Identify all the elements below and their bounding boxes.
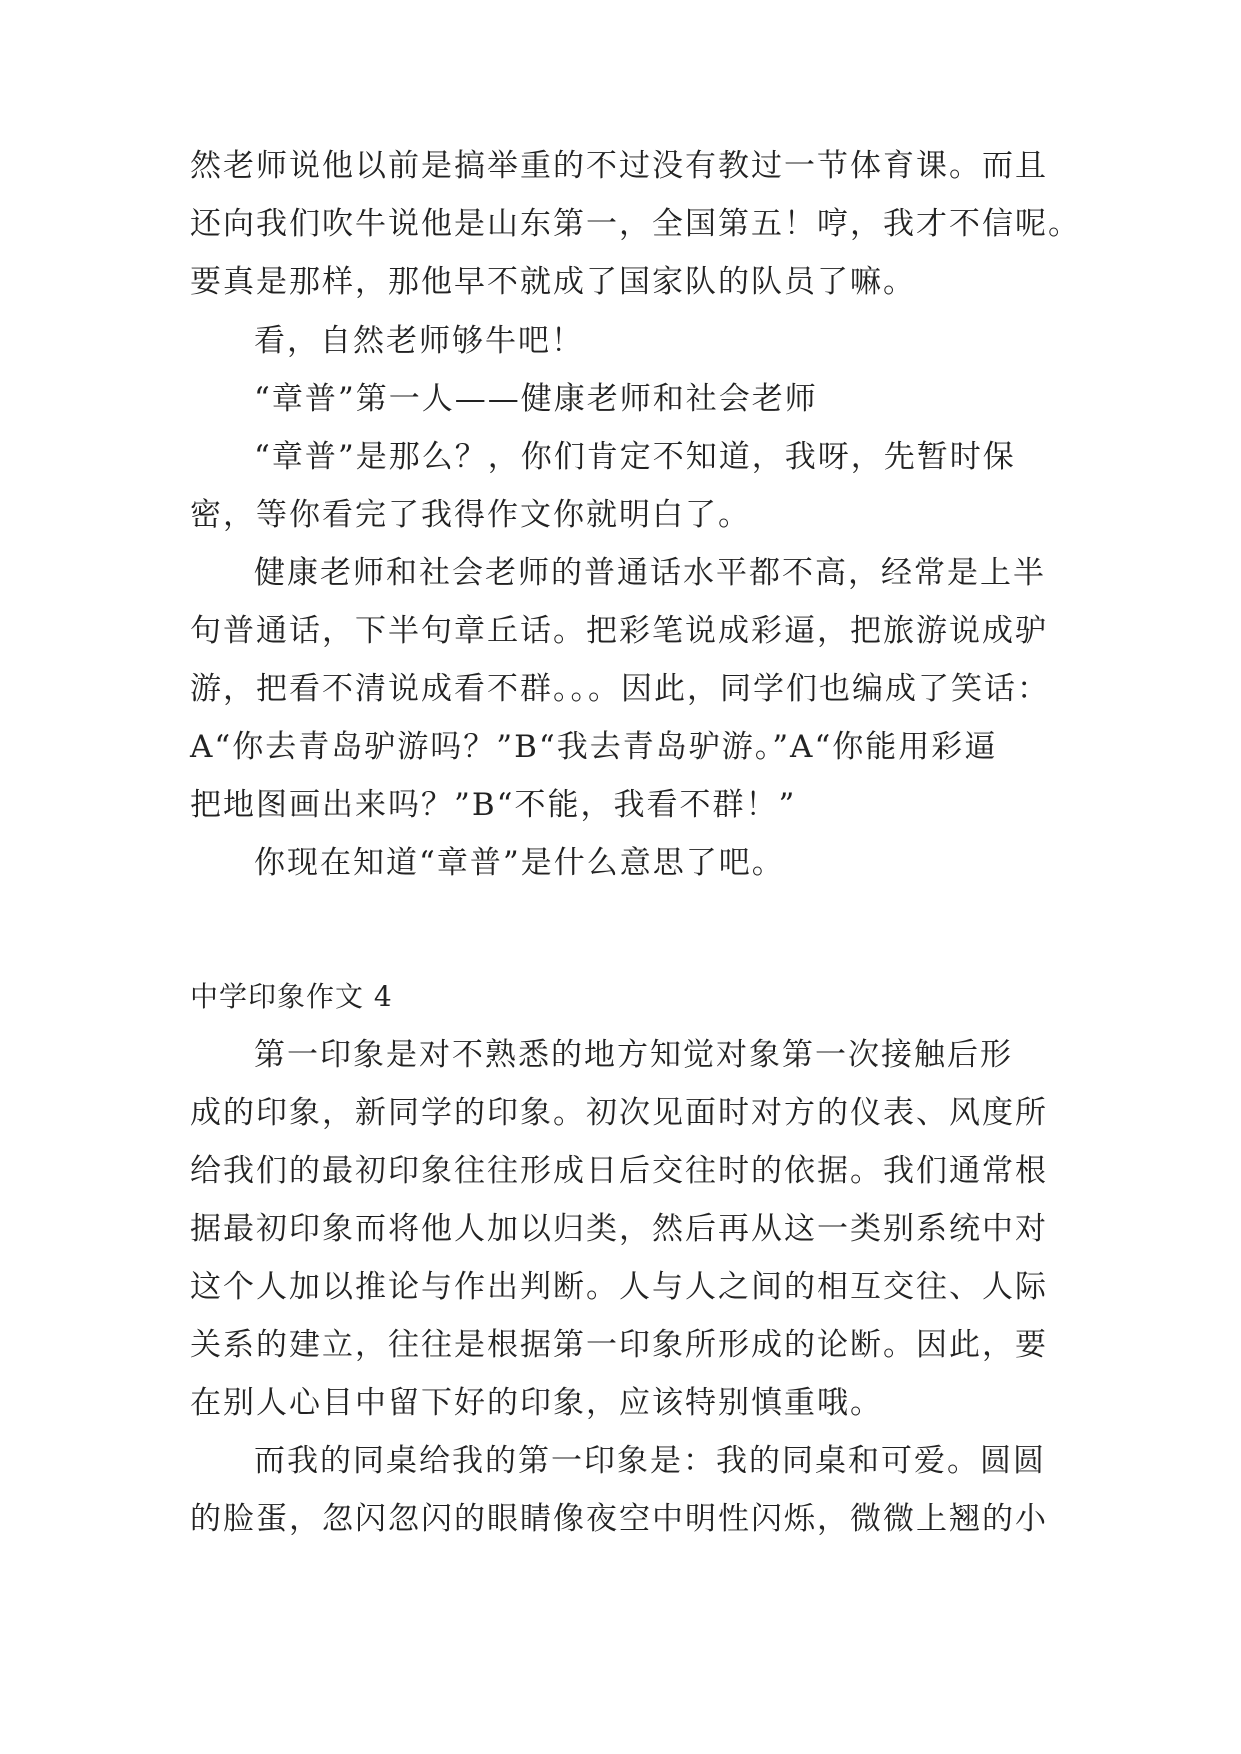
paragraph-line: 句普通话，下半句章丘话。把彩笔说成彩逼，把旅游说成驴 (190, 613, 1048, 649)
paragraph-line: 健康老师和社会老师的普通话水平都不高，经常是上半 (254, 555, 1046, 591)
paragraph-line: 给我们的最初印象往往形成日后交往时的依据。我们通常根 (190, 1153, 1048, 1189)
paragraph-line: 游，把看不清说成看不群。。。因此，同学们也编成了笑话： (190, 671, 1050, 707)
paragraph-line: 关系的建立，往往是根据第一印象所形成的论断。因此，要 (190, 1327, 1048, 1363)
paragraph-line: 然老师说他以前是搞举重的不过没有教过一节体育课。而且 (190, 148, 1048, 184)
paragraph-line: 第一印象是对不熟悉的地方知觉对象第一次接触后形 (254, 1037, 1013, 1073)
paragraph-line: “章普”是那么？，你们肯定不知道，我呀，先暂时保 (254, 439, 1016, 475)
paragraph-line: 密，等你看完了我得作文你就明白了。 (190, 497, 751, 533)
section-heading: 中学印象作文 4 (190, 980, 393, 1013)
paragraph-line: A“你去青岛驴游吗？”B“我去青岛驴游。”A“你能用彩逼 (190, 729, 998, 765)
paragraph-line: “章普”第一人——健康老师和社会老师 (254, 381, 818, 417)
paragraph-line: 这个人加以推论与作出判断。人与人之间的相互交往、人际 (190, 1269, 1048, 1305)
paragraph-line: 成的印象，新同学的印象。初次见面时对方的仪表、风度所 (190, 1095, 1048, 1131)
paragraph-line: 而我的同桌给我的第一印象是：我的同桌和可爱。圆圆 (254, 1443, 1046, 1479)
paragraph-line: 要真是那样，那他早不就成了国家队的队员了嘛。 (190, 264, 916, 300)
paragraph-line: 把地图画出来吗？”B“不能，我看不群！” (190, 787, 797, 823)
paragraph-line: 还向我们吹牛说他是山东第一，全国第五！哼，我才不信呢。 (190, 206, 1081, 242)
paragraph-line: 的脸蛋，忽闪忽闪的眼睛像夜空中明性闪烁，微微上翘的小 (190, 1501, 1048, 1537)
paragraph-line: 你现在知道“章普”是什么意思了吧。 (254, 845, 785, 881)
paragraph-line: 在别人心目中留下好的印象，应该特别慎重哦。 (190, 1385, 883, 1421)
paragraph-line: 据最初印象而将他人加以归类，然后再从这一类别系统中对 (190, 1211, 1048, 1247)
paragraph-line: 看，自然老师够牛吧！ (254, 323, 584, 359)
